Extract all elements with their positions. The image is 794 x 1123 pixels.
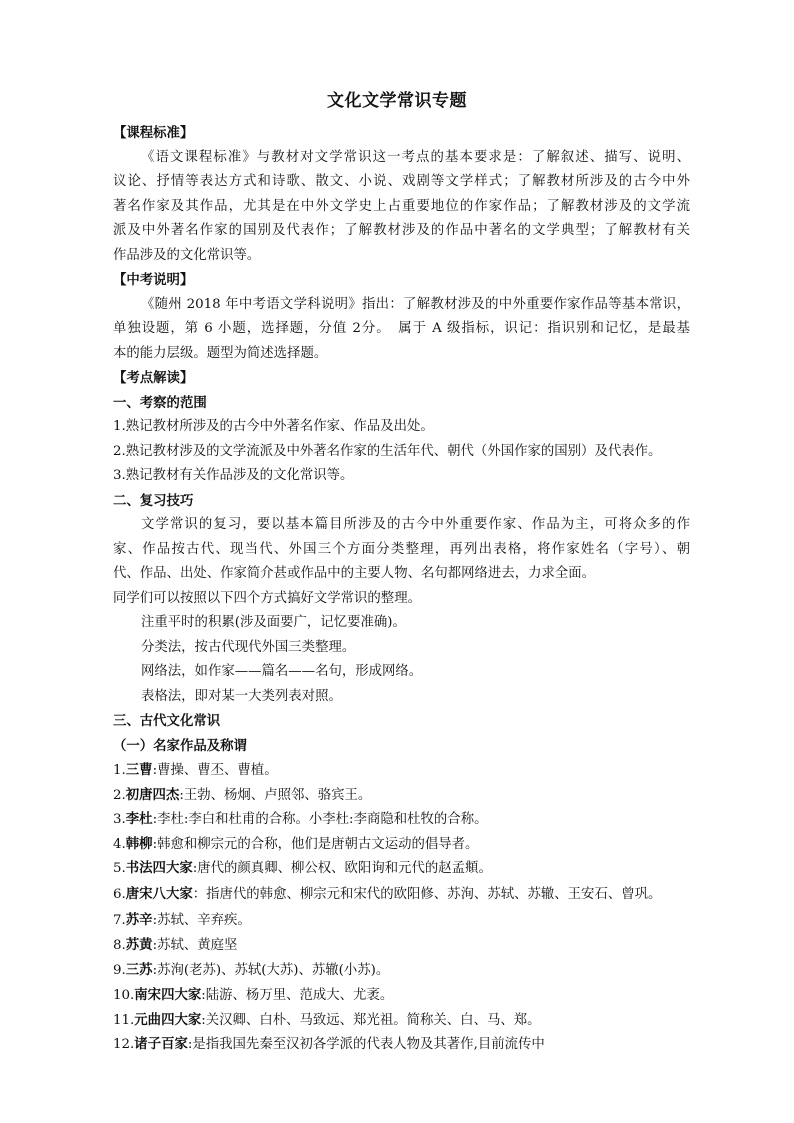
entry-text: :关汉卿、白朴、马致远、郑光祖。简称关、白、马、郑。 (201, 1012, 541, 1028)
entry-number: 8. (113, 937, 126, 953)
entry-term: 唐宋八大家 (125, 885, 193, 902)
entry-item (113, 957, 690, 983)
entry-number: 1. (113, 763, 126, 778)
entry-text: :王勃、杨炯、卢照邻、骆宾王。 (179, 787, 372, 803)
entry-item (113, 881, 690, 907)
entry-term: 苏黄 (125, 936, 153, 953)
paragraph-line: 同学们可以按照以下四个方式搞好文学常识的整理。 (113, 590, 421, 606)
entry-number: 4. (113, 836, 126, 852)
method-item: 网络法，如作家——篇名——名句，形成网络。 (141, 664, 423, 679)
entry-term: 三苏 (125, 962, 153, 978)
entry-number: 12. (113, 1037, 135, 1052)
entry-text: ：指唐代的韩愈、柳宗元和宋代的欧阳修、苏洵、苏轼、苏辙、王安石、曾巩。 (192, 886, 662, 902)
entry-item (113, 856, 690, 881)
entry-text: :是指我国先秦至汉初各学派的代表人物及其著作,目前流传中 (187, 1037, 545, 1052)
entry-term: 初唐四杰 (125, 786, 180, 803)
paragraph-line: 著名作家及其作品，尤其是在中外文学史上占重要地位的作家作品；了解教材涉及的文学流 (113, 198, 690, 214)
subsection-heading-review: 二、复习技巧 (113, 492, 194, 509)
subsection-heading-scope: 一、考察的范围 (113, 394, 207, 411)
method-item: 注重平时的积累(涉及面要广，记忆要准确)。 (141, 615, 406, 630)
paragraph-line: 本的能力层级。题型为简述选择题。 (113, 345, 328, 361)
entry-item (113, 933, 690, 958)
entry-term: 南宋四大家 (134, 987, 202, 1003)
list-item: 3.熟记教材有关作品涉及的文化常识等。 (113, 468, 354, 483)
section-heading-exam: 【中考说明】 (113, 272, 194, 288)
entry-number: 10. (113, 988, 135, 1003)
entry-term: 元曲四大家 (134, 1011, 202, 1028)
paragraph-line: 作品涉及的文化常识等。 (113, 247, 261, 263)
paragraph-line: 文学常识的复习，要以基本篇目所涉及的古今中外重要作家、作品为主，可将众多的作 (141, 517, 690, 532)
entry-number: 9. (113, 963, 126, 978)
entry-text: :苏轼、黄庭坚 (152, 937, 238, 953)
paragraph-line: 代、作品、出处、作家简介甚或作品中的主要人物、名句都网络进去，力求全面。 (113, 566, 596, 581)
list-item: 1.熟记教材所涉及的古今中外著名作家、作品及出处。 (113, 419, 434, 434)
entry-term: 三曹 (125, 762, 153, 778)
entry-number: 5. (113, 861, 126, 876)
paragraph-line: 议论、抒情等表达方式和诗歌、散文、小说、戏剧等文学样式；了解教材所涉及的古今中外 (113, 174, 690, 189)
entry-term: 苏辛 (125, 911, 153, 928)
paragraph-line: 派及中外著名作家的国别及代表作；了解教材涉及的作品中著名的文学典型；了解教材有关 (113, 223, 690, 238)
section-heading-analysis: 【考点解读】 (113, 370, 194, 386)
entry-item (113, 758, 690, 783)
entry-term: 李杜 (125, 811, 153, 827)
entry-term: 诸子百家 (134, 1036, 188, 1052)
entry-number: 6. (113, 886, 126, 902)
entry-number: 2. (113, 787, 126, 803)
entry-text: :李杜:李白和杜甫的合称。小李杜:李商隐和杜牧的合称。 (152, 812, 488, 827)
subsection-heading-ancient: 三、古代文化常识 (113, 713, 221, 729)
entry-text: :唐代的颜真卿、柳公权、欧阳询和元代的赵孟頫。 (192, 861, 492, 876)
entry-term: 书法四大家 (125, 860, 193, 876)
entry-text: :苏轼、辛弃疾。 (152, 912, 251, 928)
entry-number: 3. (113, 812, 126, 827)
sub-subsection-heading: （一）名家作品及称谓 (113, 737, 247, 754)
entry-item (113, 907, 690, 933)
entry-term: 韩柳 (125, 835, 153, 852)
paragraph-line: 家、作品按古代、现当代、外国三个方面分类整理，再列出表格，将作家姓名（字号）、朝 (113, 541, 690, 557)
method-item: 表格法，即对某一大类列表对照。 (141, 688, 342, 704)
document-body (113, 121, 690, 1057)
entry-item (113, 783, 690, 808)
list-item: 2.熟记教材涉及的文学流派及中外著名作家的生活年代、朝代（外国作家的国别）及代表作。 (113, 443, 662, 459)
entry-item (113, 1008, 690, 1033)
paragraph-line: 单独设题，第 6 小题，选择题，分值 2分。 属于 A 级指标，识记：指识别和记忆，是最基 (113, 321, 690, 336)
entry-number: 11. (113, 1012, 135, 1028)
entry-item (113, 807, 690, 832)
section-heading-curriculum: 【课程标准】 (113, 125, 194, 141)
paragraph-line: 《语文课程标准》与教材对文学常识这一考点的基本要求是：了解叙述、描写、说明、 (141, 149, 690, 165)
paragraph-line: 《随州 2018 年中考语文学科说明》指出：了解教材涉及的中外重要作家作品等基本常识， (141, 296, 690, 312)
entry-item (113, 1032, 690, 1057)
entry-text: :苏洵(老苏)、苏轼(大苏)、苏辙(小苏)。 (152, 963, 390, 978)
entry-text: :曹操、曹丕、曹植。 (152, 763, 278, 778)
entry-text: :陆游、杨万里、范成大、尤袤。 (201, 988, 394, 1003)
entry-text: :韩愈和柳宗元的合称，他们是唐朝古文运动的倡导者。 (152, 836, 479, 852)
page-title: 文化文学常识专题 (327, 91, 467, 111)
entry-item (113, 832, 690, 857)
method-item: 分类法，按古代现代外国三类整理。 (141, 639, 356, 655)
entry-number: 7. (113, 912, 126, 928)
entry-item (113, 983, 690, 1008)
